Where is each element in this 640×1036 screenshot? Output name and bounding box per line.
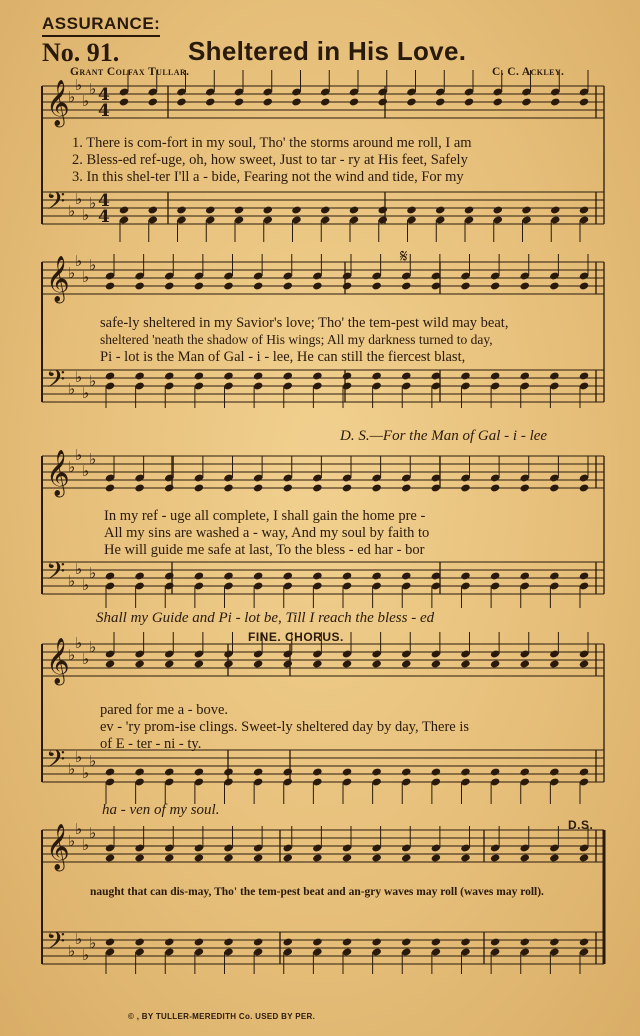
note-head (105, 483, 115, 492)
note-head (320, 97, 330, 106)
note-head (164, 853, 174, 862)
note-head (490, 853, 500, 862)
flat-icon: ♭ (89, 372, 97, 390)
flat-icon: ♭ (89, 564, 97, 582)
verse-line-2: 2. Bless-ed ref-uge, oh, how sweet, Just to tar - ry at His feet, Safely (72, 152, 468, 168)
note-head (283, 571, 293, 580)
note-head (164, 483, 174, 492)
note-head (312, 937, 322, 946)
flat-icon: ♭ (75, 748, 83, 766)
note-head (283, 767, 293, 776)
time-signature: 4 (98, 191, 110, 211)
treble-clef-icon: 𝄞 (46, 638, 70, 684)
note-head (401, 371, 411, 380)
note-head (550, 205, 560, 214)
note-head (194, 767, 204, 776)
note-head (134, 937, 144, 946)
bass-clef-icon: 𝄢 (46, 745, 66, 780)
note-head (490, 571, 500, 580)
time-signature: 4 (98, 85, 110, 105)
flat-icon: ♭ (89, 256, 97, 274)
copyright-footer: © , BY TULLER-MEREDITH Co. USED BY PER. (128, 1012, 316, 1021)
note-head (253, 659, 263, 668)
verse-line-1: 1. There is com-fort in my soul, Tho' the storms around me roll, I am (72, 135, 472, 151)
flat-icon: ♭ (82, 946, 90, 964)
note-head (164, 281, 174, 290)
note-head (205, 97, 215, 106)
treble-clef-icon: 𝄞 (46, 256, 70, 302)
note-head (349, 205, 359, 214)
note-head (401, 937, 411, 946)
note-head (105, 281, 115, 290)
note-head (194, 937, 204, 946)
flat-icon: ♭ (89, 824, 97, 842)
note-head (342, 853, 352, 862)
note-head (194, 659, 204, 668)
note-head (342, 371, 352, 380)
note-head (119, 205, 129, 214)
note-head (312, 659, 322, 668)
flat-icon: ♭ (68, 88, 76, 106)
note-head (148, 97, 158, 106)
note-head (460, 937, 470, 946)
note-head (194, 483, 204, 492)
flat-icon: ♭ (82, 92, 90, 110)
note-head (320, 205, 330, 214)
note-head (549, 659, 559, 668)
flat-icon: ♭ (75, 252, 83, 270)
note-head (579, 97, 589, 106)
flat-icon: ♭ (68, 760, 76, 778)
composer-credit: C. C. Ackley. (492, 66, 565, 78)
note-head (579, 937, 589, 946)
note-head (460, 659, 470, 668)
section-label: ASSURANCE: (42, 14, 160, 37)
ds-lyric-line: D. S.—For the Man of Gal - i - lee (340, 428, 548, 444)
note-head (176, 97, 186, 106)
flat-icon: ♭ (68, 942, 76, 960)
note-head (520, 571, 530, 580)
note-head (164, 937, 174, 946)
note-head (371, 659, 381, 668)
lyricist-credit: Grant Colfax Tullar. (70, 66, 190, 78)
note-head (378, 205, 388, 214)
note-head (464, 205, 474, 214)
note-head (490, 937, 500, 946)
note-head (431, 767, 441, 776)
note-head (435, 205, 445, 214)
note-head (291, 97, 301, 106)
note-head (105, 571, 115, 580)
note-head (283, 659, 293, 668)
note-head (176, 205, 186, 214)
flat-icon: ♭ (68, 264, 76, 282)
note-head (223, 371, 233, 380)
verse-line-3: Pi - lot is the Man of Gal - i - lee, He can still the fiercest blast, (100, 349, 466, 365)
note-head (371, 767, 381, 776)
note-head (431, 937, 441, 946)
note-head (493, 97, 503, 106)
note-head (401, 571, 411, 580)
time-signature: 4 (98, 207, 110, 227)
flat-icon: ♭ (82, 650, 90, 668)
note-head (253, 767, 263, 776)
flat-icon: ♭ (75, 446, 83, 464)
note-head (490, 767, 500, 776)
flat-icon: ♭ (89, 450, 97, 468)
chorus-lyric-line: Shall my Guide and Pi - lot be, Till I reach the bless - ed (96, 610, 435, 626)
note-head (371, 483, 381, 492)
note-head (263, 97, 273, 106)
bass-clef-icon: 𝄢 (46, 365, 66, 400)
note-head (579, 767, 589, 776)
note-head (223, 659, 233, 668)
bass-clef-icon: 𝄢 (46, 187, 66, 222)
bass-clef-icon: 𝄢 (46, 557, 66, 592)
flat-icon: ♭ (68, 380, 76, 398)
note-head (460, 767, 470, 776)
treble-clef-icon: 𝄞 (46, 824, 70, 870)
note-head (435, 97, 445, 106)
flat-icon: ♭ (89, 80, 97, 98)
flat-icon: ♭ (82, 384, 90, 402)
note-head (105, 937, 115, 946)
treble-clef-icon: 𝄞 (46, 450, 70, 496)
note-head (194, 371, 204, 380)
note-head (549, 767, 559, 776)
note-head (342, 571, 352, 580)
flat-icon: ♭ (75, 634, 83, 652)
note-head (490, 659, 500, 668)
note-head (253, 937, 263, 946)
note-head (342, 483, 352, 492)
flat-icon: ♭ (68, 202, 76, 220)
note-head (223, 853, 233, 862)
note-head (401, 767, 411, 776)
note-head (520, 767, 530, 776)
note-head (148, 205, 158, 214)
flat-icon: ♭ (82, 206, 90, 224)
note-head (164, 767, 174, 776)
note-head (520, 371, 530, 380)
note-head (342, 937, 352, 946)
ds-marking: D.S. (568, 818, 594, 832)
note-head (460, 853, 470, 862)
note-head (521, 97, 531, 106)
verse-line-3: 3. In this shel-ter I'll a - bide, Fearing not the wind and tide, For my (72, 169, 464, 185)
note-head (223, 937, 233, 946)
note-head (312, 767, 322, 776)
fine-chorus-marking: FINE. CHORUS. (248, 630, 344, 644)
note-head (283, 281, 293, 290)
note-head (460, 483, 470, 492)
note-head (312, 853, 322, 862)
note-head (134, 483, 144, 492)
note-head (401, 659, 411, 668)
note-head (378, 97, 388, 106)
note-head (134, 659, 144, 668)
note-head (223, 281, 233, 290)
flat-icon: ♭ (82, 462, 90, 480)
note-head (371, 571, 381, 580)
note-head (342, 767, 352, 776)
flat-icon: ♭ (68, 458, 76, 476)
note-head (401, 281, 411, 290)
note-head (134, 767, 144, 776)
note-head (579, 571, 589, 580)
note-head (134, 371, 144, 380)
note-head (579, 205, 589, 214)
verse-line-2: ev - 'ry prom-ise clings. Sweet-ly sheltered day by day, There is (100, 719, 470, 735)
chorus-lyric-line: naught that can dis-may, Tho' the tem-pest beat and an-gry waves may roll (waves may roll). (90, 886, 544, 898)
note-head (549, 371, 559, 380)
note-head (520, 281, 530, 290)
verse-line-1: In my ref - uge all complete, I shall gain the home pre - (104, 508, 426, 524)
note-head (119, 97, 129, 106)
note-head (490, 281, 500, 290)
note-head (194, 571, 204, 580)
flat-icon: ♭ (68, 646, 76, 664)
note-head (549, 853, 559, 862)
note-head (253, 371, 263, 380)
note-head (371, 853, 381, 862)
verse-line-3: He will guide me safe at last, To the bless - ed har - bor (104, 542, 425, 558)
note-head (253, 483, 263, 492)
note-head (283, 853, 293, 862)
note-head (460, 571, 470, 580)
flat-icon: ♭ (82, 268, 90, 286)
note-head (253, 281, 263, 290)
note-head (164, 659, 174, 668)
note-head (234, 97, 244, 106)
note-head (105, 659, 115, 668)
segno-icon: 𝄋 (400, 246, 408, 267)
hymn-title: Sheltered in His Love. (188, 36, 467, 66)
note-head (283, 371, 293, 380)
note-head (283, 937, 293, 946)
chorus-lyric-line: ha - ven of my soul. (102, 802, 220, 818)
flat-icon: ♭ (89, 638, 97, 656)
flat-icon: ♭ (89, 194, 97, 212)
hymn-number: No. 91. (42, 38, 120, 67)
flat-icon: ♭ (75, 560, 83, 578)
note-head (263, 205, 273, 214)
note-head (194, 281, 204, 290)
note-head (223, 767, 233, 776)
note-head (291, 205, 301, 214)
verse-line-1: pared for me a - bove. (100, 702, 229, 718)
flat-icon: ♭ (68, 832, 76, 850)
note-head (105, 853, 115, 862)
note-head (550, 97, 560, 106)
note-head (490, 371, 500, 380)
note-head (253, 853, 263, 862)
note-head (134, 853, 144, 862)
time-signature: 4 (98, 101, 110, 121)
flat-icon: ♭ (75, 930, 83, 948)
note-head (406, 97, 416, 106)
verse-line-2: sheltered 'neath the shadow of His wings; All my darkness turned to day, (100, 332, 493, 347)
flat-icon: ♭ (89, 934, 97, 952)
note-head (401, 853, 411, 862)
note-head (549, 483, 559, 492)
bass-clef-icon: 𝄢 (46, 927, 66, 962)
note-head (371, 371, 381, 380)
note-head (460, 281, 470, 290)
note-head (164, 371, 174, 380)
note-head (283, 483, 293, 492)
note-head (579, 483, 589, 492)
note-head (579, 853, 589, 862)
note-head (312, 371, 322, 380)
note-head (520, 853, 530, 862)
note-head (223, 483, 233, 492)
note-head (234, 205, 244, 214)
flat-icon: ♭ (75, 820, 83, 838)
flat-icon: ♭ (68, 572, 76, 590)
note-head (549, 937, 559, 946)
flat-icon: ♭ (82, 836, 90, 854)
note-head (164, 571, 174, 580)
note-head (493, 205, 503, 214)
note-head (549, 571, 559, 580)
note-head (406, 205, 416, 214)
flat-icon: ♭ (89, 752, 97, 770)
note-head (105, 371, 115, 380)
note-head (342, 659, 352, 668)
note-head (371, 281, 381, 290)
note-head (431, 853, 441, 862)
note-head (134, 571, 144, 580)
verse-line-1: safe-ly sheltered in my Savior's love; Tho' the tem-pest wild may beat, (100, 315, 509, 331)
treble-clef-icon: 𝄞 (46, 80, 70, 126)
verse-line-2: All my sins are washed a - way, And my soul by faith to (104, 525, 430, 541)
flat-icon: ♭ (75, 368, 83, 386)
flat-icon: ♭ (82, 576, 90, 594)
note-head (520, 659, 530, 668)
note-head (579, 659, 589, 668)
flat-icon: ♭ (82, 764, 90, 782)
note-head (205, 205, 215, 214)
note-head (431, 659, 441, 668)
note-head (520, 483, 530, 492)
note-head (549, 281, 559, 290)
note-head (312, 483, 322, 492)
note-head (194, 853, 204, 862)
verse-line-3: of E - ter - ni - ty. (100, 736, 202, 752)
note-head (134, 281, 144, 290)
note-head (312, 281, 322, 290)
note-head (223, 571, 233, 580)
note-head (342, 281, 352, 290)
note-head (460, 371, 470, 380)
note-head (349, 97, 359, 106)
note-head (105, 767, 115, 776)
note-head (312, 571, 322, 580)
note-head (579, 281, 589, 290)
note-head (520, 937, 530, 946)
note-head (253, 571, 263, 580)
flat-icon: ♭ (75, 76, 83, 94)
flat-icon: ♭ (75, 190, 83, 208)
note-head (490, 483, 500, 492)
note-head (521, 205, 531, 214)
note-head (579, 371, 589, 380)
note-head (464, 97, 474, 106)
note-head (371, 937, 381, 946)
note-head (401, 483, 411, 492)
